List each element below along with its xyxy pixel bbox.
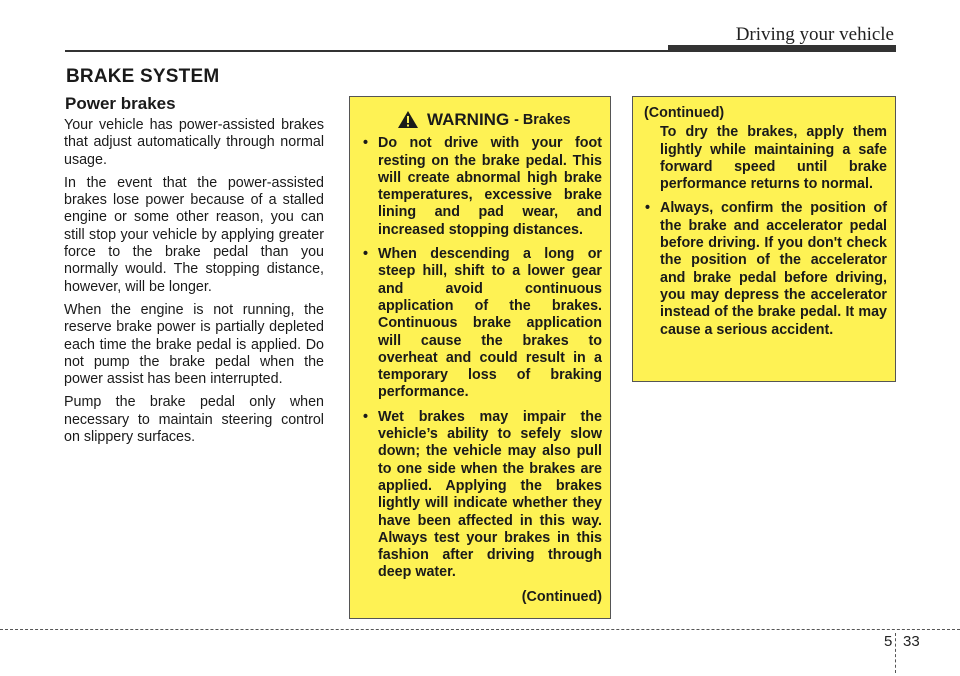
warning-bullet [643, 200, 887, 338]
warning-bullet-text: When descending a long or steep hill, shift to a lower gear and avoid continuous application of the brakes. Continuous brake application will cause the brakes to overheat and could result in a temporary loss of braking performance. [378, 246, 602, 401]
page-number-separator [895, 633, 896, 673]
body-paragraph: In the event that the power-assisted brakes lose power because of a stalled engine or some other reason, you can still stop your vehicle by applying greater force to the brake pedal than you normally would. The stopping distance, however, will be longer. [64, 174, 324, 295]
body-text [64, 117, 324, 452]
subsection-title: Power brakes [65, 94, 176, 113]
section-title: BRAKE SYSTEM [66, 66, 220, 87]
body-paragraph: Your vehicle has power-assisted brakes that adjust automatically through normal usage. [64, 117, 324, 168]
bullet-dot: • [363, 408, 369, 425]
footer-rule [0, 629, 960, 630]
header-rule [65, 50, 671, 52]
page-header-title: Driving your vehicle [735, 24, 894, 45]
warning-bullet [361, 246, 602, 402]
header-rule-accent [668, 45, 896, 52]
warning-bullet [361, 135, 602, 239]
warning-box [349, 96, 611, 619]
warning-bullet-text: Always, confirm the position of the brake and accelerator pedal before driving. If you don't check the position of the accelerator and brake pedal before driving, you may depress the accelerator instead of the brake pedal. It may cause a serious accident. [660, 200, 887, 338]
continued-label: (Continued) [644, 105, 725, 121]
warning-bullet-text: Wet brakes may impair the vehicle’s ability to sefely slow down; the vehicle may also pull to one side when the brakes are applied. Applying the brakes lightly will indicate whether they have been affected in this way. Always test your brakes in this fashion after driving through deep water. [378, 408, 602, 581]
bullet-dot: • [363, 135, 369, 152]
warning-header [397, 110, 602, 129]
warning-subject: - Brakes [514, 112, 571, 128]
warning-bullet [361, 409, 602, 582]
warning-continued-box [632, 96, 896, 382]
continued-label: (Continued) [521, 588, 602, 605]
bullet-dot: • [645, 200, 651, 217]
continuation-text: To dry the brakes, apply them lightly while maintaining a safe forward speed until brake performance returns to normal. [660, 124, 887, 193]
body-paragraph: When the engine is not running, the reserve brake power is partially depleted each time the brake pedal is applied. Do not pump the brake pedal when the power assist has been interrupted. [64, 301, 324, 388]
warning-label: WARNING [427, 110, 510, 129]
warning-triangle-icon [397, 110, 419, 129]
body-paragraph: Pump the brake pedal only when necessary to maintain steering control on slippery surfaces. [64, 394, 324, 446]
bullet-dot: • [363, 246, 369, 263]
page-number: 33 [903, 633, 920, 650]
warning-bullet-text: Do not drive with your foot resting on the brake pedal. This will create abnormal high brake temperatures, excessive brake lining and pad wear, and increased stopping distances. [378, 135, 602, 238]
chapter-number: 5 [884, 633, 893, 650]
